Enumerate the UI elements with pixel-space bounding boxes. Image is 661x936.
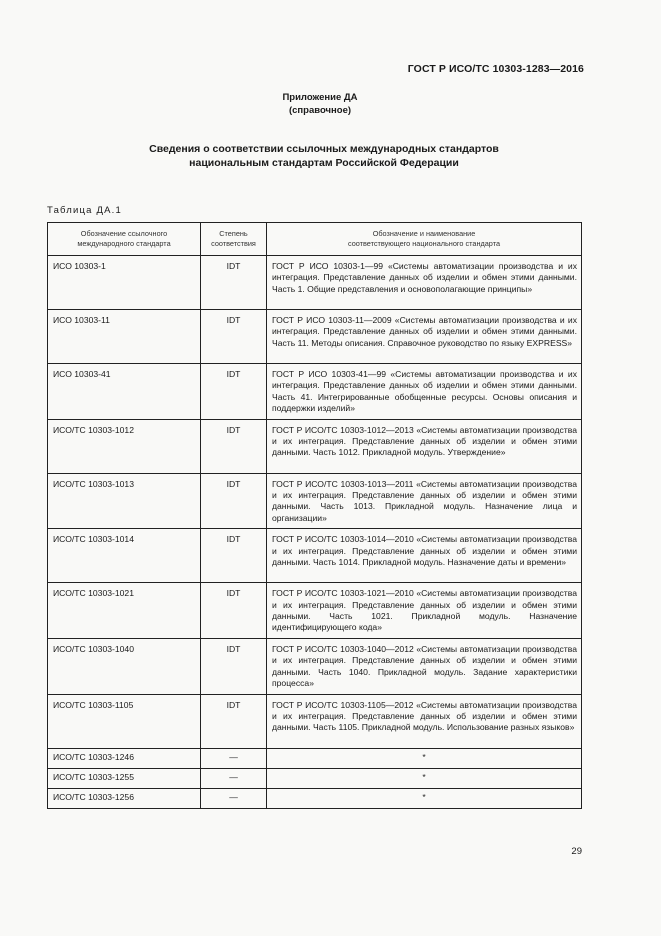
cell-description: ГОСТ Р ИСО/ТС 10303-1040—2012 «Системы автоматизации производства и их интеграция. Представление данных об изделии и обмен этими данными. Часть 1040. Прикладной модуль. Задание характеристики процесса»	[267, 638, 582, 694]
header-col1-line2: международного стандарта	[77, 239, 171, 248]
cell-degree: IDT	[201, 638, 267, 694]
cell-degree: —	[201, 748, 267, 768]
table-row	[48, 364, 582, 420]
cell-standard: ИСО/ТС 10303-1255	[48, 768, 201, 788]
document-code: ГОСТ Р ИСО/ТС 10303-1283—2016	[407, 63, 584, 75]
cell-standard: ИСО 10303-11	[48, 310, 201, 364]
table-row	[48, 583, 582, 639]
cell-description: ГОСТ Р ИСО/ТС 10303-1014—2010 «Системы автоматизации производства и их интеграция. Представление данных об изделии и обмен этими данными. Часть 1014. Прикладной модуль. Назначение даты и времени»	[267, 529, 582, 583]
header-degree	[201, 223, 267, 256]
table-row	[48, 748, 582, 768]
cell-degree: IDT	[201, 583, 267, 639]
cell-degree: IDT	[201, 419, 267, 473]
table-header-row	[48, 223, 582, 256]
cell-standard: ИСО/ТС 10303-1246	[48, 748, 201, 768]
table-row	[48, 788, 582, 808]
cell-degree: —	[201, 768, 267, 788]
appendix-subtitle: (справочное)	[288, 105, 352, 116]
cell-standard: ИСО/ТС 10303-1021	[48, 583, 201, 639]
table-row	[48, 638, 582, 694]
cell-degree: —	[201, 788, 267, 808]
table-row	[48, 473, 582, 529]
cell-degree: IDT	[201, 364, 267, 420]
cell-degree: IDT	[201, 473, 267, 529]
table-row	[48, 419, 582, 473]
appendix-heading	[0, 91, 640, 117]
cell-degree: IDT	[201, 256, 267, 310]
cell-standard: ИСО/ТС 10303-1040	[48, 638, 201, 694]
cell-description: ГОСТ Р ИСО/ТС 10303-1021—2010 «Системы автоматизации производства и их интеграция. Представление данных об изделии и обмен этими данными. Часть 1021. Прикладной модуль. Назначение идентифицирующего кода»	[267, 583, 582, 639]
header-col3-line1: Обозначение и наименование	[372, 229, 476, 238]
cell-degree: IDT	[201, 310, 267, 364]
cell-description: ГОСТ Р ИСО 10303-11—2009 «Системы автоматизации производства и их интеграция. Представление данных об изделии и обмен этими данными. Часть 11. Методы описания. Справочное руководство по языку EXPRESS»	[267, 310, 582, 364]
section-title-line-2: национальным стандартам Российской Федерации	[189, 157, 459, 169]
cell-description: *	[267, 788, 582, 808]
table-row	[48, 694, 582, 748]
cell-standard: ИСО/ТС 10303-1014	[48, 529, 201, 583]
cell-standard: ИСО 10303-1	[48, 256, 201, 310]
header-col1-line1: Обозначение ссылочного	[80, 229, 168, 238]
cell-description: ГОСТ Р ИСО/ТС 10303-1105—2012 «Системы автоматизации производства и их интеграция. Представление данных об изделии и обмен этими данными. Часть 1105. Прикладной модуль. Использование разных языков»	[267, 694, 582, 748]
header-col3-line2: соответствующего национального стандарта	[347, 239, 501, 248]
header-national-standard	[267, 223, 582, 256]
cell-degree: IDT	[201, 694, 267, 748]
cell-description: ГОСТ Р ИСО/ТС 10303-1013—2011 «Системы автоматизации производства и их интеграция. Представление данных об изделии и обмен этими данными. Часть 1013. Прикладной модуль. Назначение лица и организации»	[267, 473, 582, 529]
appendix-title: Приложение ДА	[282, 92, 358, 103]
header-international-standard	[48, 223, 201, 256]
page-number: 29	[571, 846, 582, 857]
cell-description: *	[267, 768, 582, 788]
table-row	[48, 310, 582, 364]
cell-description: ГОСТ Р ИСО/ТС 10303-1012—2013 «Системы автоматизации производства и их интеграция. Представление данных об изделии и обмен этими данными. Часть 1012. Прикладной модуль. Утверждение»	[267, 419, 582, 473]
cell-description: ГОСТ Р ИСО 10303-1—99 «Системы автоматизации производства и их интеграция. Представление данных об изделии и обмен этими данными. Часть 1. Общие представления и основополагающие принципы»	[267, 256, 582, 310]
cell-degree: IDT	[201, 529, 267, 583]
header-col2-line2: соответствия	[211, 239, 256, 248]
correspondence-table	[47, 222, 582, 809]
cell-standard: ИСО/ТС 10303-1256	[48, 788, 201, 808]
table-label: Таблица ДА.1	[47, 205, 122, 216]
cell-standard: ИСО 10303-41	[48, 364, 201, 420]
cell-standard: ИСО/ТС 10303-1012	[48, 419, 201, 473]
cell-standard: ИСО/ТС 10303-1013	[48, 473, 201, 529]
table-row	[48, 768, 582, 788]
cell-description: *	[267, 748, 582, 768]
cell-description: ГОСТ Р ИСО 10303-41—99 «Системы автоматизации производства и их интеграция. Представление данных об изделии и обмен этими данными. Часть 41. Интегрированные обобщенные ресурсы. Основы описания и поддержки изделий»	[267, 364, 582, 420]
header-col2-line1: Степень	[219, 229, 248, 238]
section-title	[0, 142, 648, 170]
table-row	[48, 256, 582, 310]
table-row	[48, 529, 582, 583]
cell-standard: ИСО/ТС 10303-1105	[48, 694, 201, 748]
section-title-line-1: Сведения о соответствии ссылочных международных стандартов	[149, 143, 499, 155]
